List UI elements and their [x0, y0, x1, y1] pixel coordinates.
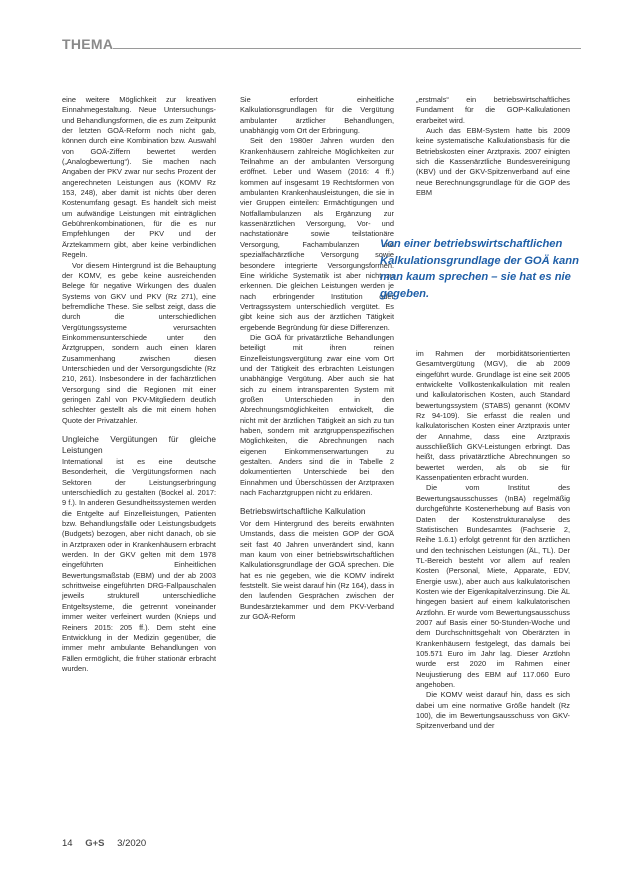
pull-quote: Von einer betriebswirtschaftlichen Kalkulationsgrundlage der GOÄ kann man kaum sprechen – sie hat es nie gegeben.	[380, 238, 579, 300]
header-rule	[113, 48, 581, 49]
paragraph: Auch das EBM-System hatte bis 2009 keine systematische Kalkulationsbasis für die Betriebskosten einer Arztpraxis. 2007 einigten sich die Kassenärztliche Bundesvereinigung (KBV) und der GKV-Spitzenverband auf eine neue Berechnungsgrundlage für die GOP des EBM	[416, 126, 570, 198]
column-3-bottom	[416, 349, 570, 732]
paragraph: im Rahmen der morbiditätsorientierten Gesamtvergütung (MGV), die ab 2009 eingeführt wurde. Grundlage ist eine seit 2005 entwickelte Vollkostenkalkulation mit realen und kalkulatorischen Kosten, auch Standard bewertungssystem (STABS) genannt (KOMV Rz 94-109). Sie erfasst die realen und kalkulatorischen Kosten einer Arztpraxis unter der Annahme, dass eine Arztpraxis ausschließlich GKV-Leistungen erbringt. Das heißt, dass privatärztliche Abrechnungen so bewertet werden, als ob sie für Kassenpatienten erbracht wurden.	[416, 349, 570, 483]
section-heading: Betriebswirtschaftliche Kalkulation	[240, 506, 366, 517]
paragraph: Die vom Institut des Bewertungsausschusses (InBA) regelmäßig durchgeführte Kostenerhebung auf Basis von Daten der Kostenstrukturanalyse des Statistischen Bundesamtes (Fachserie 2, Reihe 1.6.1) erfolgt getrennt für den ärztlichen und den technischen Leistungen (ÄL, TL). Der TL-Bereich besteht vor allem auf realen Kosten (Personal, Miete, Apparate, EDV, Energie usw.), aber auch aus kalkulatorischen Kosten wie der Eigenkapitalverzinsung. Die ÄL hingegen basiert auf einem kalkulatorischen Arztlohn. Er wurde vom Bewertungsausschuss 2007 auf Basis einer 50-Stunden-Woche und dem Durchschnittsgehalt von Oberärzten in Krankenhäusern festgelegt, das damals bei 105.571 Euro im Jahr lag. Dieser Arztlohn wurde erst 2020 im Rahmen einer Neujustierung des EBM auf 117.060 Euro angehoben.	[416, 483, 570, 689]
paragraph: Vor dem Hintergrund des bereits erwähnten Umstands, dass die meisten GOP der GOÄ seit fast 40 Jahren unverändert sind, kann man kaum von einer betriebswirtschaftlichen Kalkulationsgrundlage der GOÄ sprechen. Die hat es nie gegeben, wie die KOMV indirekt feststellt. Sie weist darauf hin (Rz 164), dass in den laufenden Gesprächen zwischen der Bundesärztekammer und dem PKV-Verband zur GOÄ-Reform	[240, 518, 394, 621]
section-heading: Ungleiche Vergütungen für gleiche Leistungen	[62, 434, 216, 455]
paragraph: eine weitere Möglichkeit zur kreativen Einnahmegestaltung. Neue Untersuchungs- und Behandlungsformen, die es zum Zeitpunkt der letzten GOÄ-Reform noch nicht gab, können durch eine Kombination bzw. Auswahl von GOÄ-Ziffern bewertet werden („Analogbewertung“). Sie machen nach Angaben der PKV zwar nur sechs Prozent der angerechneten Leistungen aus (KOMV Rz 153, 248), aber damit ist nichts über deren Kostenumfang gesagt. Es handelt sich meist um aufwändige Leistungen mit einträglichen Gebührenkombinationen, für die es nur Empfehlungen der PKV und der Ärztekammern gibt, aber keine verbindlichen Regeln.	[62, 95, 216, 260]
page-number: 14	[62, 838, 73, 849]
paragraph: Die KOMV weist darauf hin, dass es sich dabei um eine normative Größe handelt (Rz 100), die im Bewertungsausschuss von GKV-Spitzenverband und der	[416, 690, 570, 731]
issue-number: 3/2020	[117, 838, 147, 849]
column-1	[62, 95, 216, 674]
column-3-top	[416, 95, 570, 198]
section-label: THEMA	[62, 36, 114, 52]
paragraph: „erstmals“ ein betriebswirtschaftliches Fundament für die GOP-Kalkulationen erarbeitet wird.	[416, 95, 570, 125]
paragraph: Vor diesem Hintergrund ist die Behauptung der KOMV, es gebe keine ausreichenden Belege für negative Wirkungen des dualen Systems von GKV und PKV (Rz 271), eine befremdliche These. Sie selbst zeigt, dass die durch die unterschiedlichen Vergütungssysteme verursachten Einkommensunterschiede unter den Ärztgruppen, sondern auch einen klaren Zusammenhang zwischen diesen Unterschieden und der Versorgungsdichte (Rz 210, 261). Insbesondere in der fachärztlichen Versorgung sind die Regionen mit einer geringen Zahl von PKV-Mitgliedern deutlich schlechter gestellt als die mit einem hohen Quote der Privatzahler.	[62, 260, 216, 425]
paragraph: Seit den 1980er Jahren wurden den Krankenhäusern zahlreiche Möglichkeiten zur Teilnahme an der ambulanten Versorgung eröffnet. Leber und Wasem (2016: 4 ff.) kommen auf insgesamt 19 Rechtsformen von ambulanten Krankenhausleistungen, die sie in vier Gruppen einteilen: Ermächtigungen und Notfallambulanzen als Ergänzung zur kassenärztlichen Versorgung, Vor- und nachstationäre sowie teilstationäre Versorgung, Fachambulanzen und spezialfachärztliche Versorgung sowie besondere integrierte Versorgungsformen. Eine wirkliche Systematik ist aber nicht zu erkennen. Die gleichen Leistungen werden je nach erbringender Institution oder Vertragssystem unterschiedlich vergütet. Es gibt keine sich aus der ärztlichen Tätigkeit ergebende Begründung für diese Differenzen.	[240, 136, 394, 332]
paragraph: International ist es eine deutsche Besonderheit, die Vergütungsformen nach Sektoren der Leistungserbringung unterschiedlich zu gestalten (Bockel al. 2017: 9 f.). In anderen Gesundheitssystemen werden die Entgelte auf Einzelleistungen, Patienten bzw. Behandlungsfälle oder Leistungsbudgets (Budgets) bezogen, aber nicht danach, ob sie in Arztpraxen oder in Krankenhäusern erbracht werden. In der GKV gelten mit dem 1978 eingeführten Einheitlichen Bewertungsmaßstab (EBM) und der ab 2003 schrittweise eingeführten DRG-Fallpauschalen jeweils strukturell unterschiedliche Entgeltsysteme, die getrennt voneinander immer weiter verfeinert wurden (Knieps und Reiners 2015: 205 ff.). Dem steht eine Entwicklung in der Medizin gegenüber, die immer mehr ambulante Behandlungen von Fällen ermöglicht, die früher stationär erbracht wurden.	[62, 457, 216, 673]
paragraph: Die GOÄ für privatärztliche Behandlungen beteiligt mit ihren reinen Einzelleistungsvergütung zwar eine vom Ort und der Tätigkeit des erbrachten Leistungen unabhängige Vergütung. Aber auch sie hat sich zu einem intransparenten System mit großen Unterschieden in den Abrechnungsmöglichkeiten entwickelt, die nicht mit der ärztlichen Tätigkeit an sich zu tun haben, sondern mit arztgruppenspezifischen Möglichkeiten, die Abrechnungen nach eigenen Einkommenserwartungen zu gestalten. Anders sind die in Tabelle 2 dokumentierten Unterschiede bei den Einnahmen und Überschüssen der Arztpraxen nach Facharztgruppen nicht zu erklären.	[240, 332, 394, 498]
page-footer	[62, 838, 156, 849]
journal-brand: G+S	[85, 838, 105, 849]
column-2	[240, 95, 394, 622]
paragraph: Sie erfordert einheitliche Kalkulationsgrundlagen für die Vergütung ambulanter ärztlicher Behandlungen, unabhängig vom Ort der Erbringung.	[240, 95, 394, 136]
